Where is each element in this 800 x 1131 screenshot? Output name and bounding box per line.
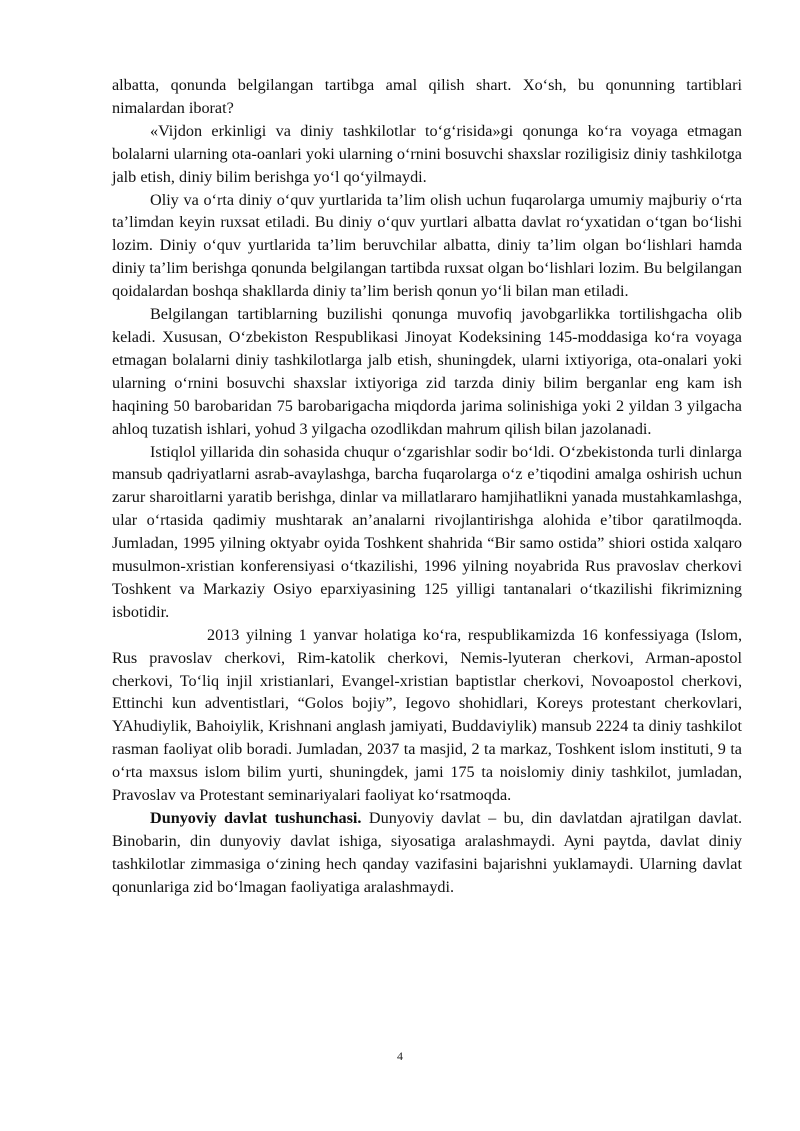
paragraph-confessions-statistics: 2013 yilning 1 yanvar holatiga ko‘ra, respublikamizda 16 konfessiyaga (Islom, Rus pravoslav cherkovi, Rim-katolik cherkovi, Nemis-lyuteran cherkovi, Arman-apostol cherkovi, To‘liq injil xristianlari, Evangel-xristian baptistlar cherkovi, Novoapostol cherkovi, Ettinchi kun adventistlari, “Golos bojiy”, Iegovo shohidlari, Koreys protestant cherkovlari, YAhudiylik, Bahoiylik, Krishnani anglash jamiyati, Buddaviylik) mansub 2224 ta diniy tashkilot rasman faoliyat olib boradi. Jumladan, 2037 ta masjid, 2 ta markaz, Toshkent islom instituti, 9 ta o‘rta maxsus islom bilim yurti, shuningdek, jami 175 ta noislomiy diniy tashkilot, jumladan, Pravoslav va Protestant seminariyalari faoliyat ko‘rsatmoqda. [112,625,742,805]
paragraph-religious-education: Oliy va o‘rta diniy o‘quv yurtlarida ta’lim olish uchun fuqarolarga umumiy majburiy o‘rta ta’limdan keyin ruxsat etiladi. Bu diniy o‘quv yurtlari albatta davlat ro‘yxatidan o‘tgan bo‘lishi lozim. Diniy o‘quv yurtlarida ta’lim beruvchilar albatta, diniy ta’lim olgan bo‘lishlari hamda diniy ta’lim berishga qonunda belgilangan tartibda ruxsat olgan bo‘lishlari lozim. Bu belgilangan qoidalardan boshqa shakllarda diniy ta’lim berish qonun yo‘li bilan man etiladi. [112,190,742,301]
section-heading-secular-state: Dunyoviy davlat tushunchasi. [150,809,362,827]
paragraph-independence-years: Istiqlol yillarida din sohasida chuqur o‘zgarishlar sodir bo‘ldi. O‘zbekistonda turli dinlarga mansub qadriyatlarni asrab-avaylashga, barcha fuqarolarga o‘z e’tiqodini amalga oshirish uchun zarur sharoitlarni yaratib berishga, dinlar va millatlararo hamjihatlikni yanada mustahkamlashga, ular o‘rtasida qadimiy mushtarak an’analarni rivojlantirishga alohida e’tibor qaratilmoqda. Jumladan, 1995 yilning oktyabr oyida Toshkent shahrida “Bir samo ostida” shiori ostida xalqaro musulmon-xristian konferensiyasi o‘tkazilishi, 1996 yilning noyabrida Rus pravoslav cherkovi Toshkent va Markaziy Osiyo eparxiyasining 125 yilligi tantanalari o‘tkazilishi fikrimizning isbotidir. [112,442,742,621]
document-page [112,74,742,899]
paragraph-criminal-liability: Belgilangan tartiblarning buzilishi qonunga muvofiq javobgarlikka tortilishgacha olib keladi. Xususan, O‘zbekiston Respublikasi Jinoyat Kodeksining 145-moddasiga ko‘ra voyaga etmagan bolalarni diniy tashkilotlarga jalb etish, shuningdek, ularni ixtiyoriga, ota-onalari yoki ularning o‘rnini bosuvchi shaxslar ixtiyoriga zid tarzda diniy bilim berganlar eng kam ish haqining 50 barobaridan 75 barobarigacha miqdorda jarima solinishiga yoki 2 yildan 3 yilgacha ahloq tuzatish ishlari, yohud 3 yilgacha ozodlikdan mahrum qilish bilan jazolanadi. [112,305,742,438]
paragraph-secular-state [112,807,742,899]
section-text-secular-state: Dunyoviy davlat – bu, din davlatdan ajratilgan davlat. Binobarin, din dunyoviy davlat ishiga, siyosatiga aralashmaydi. Ayni paytda, davlat diniy tashkilotlar zimmasiga o‘zining hech qanday vazifasini bajarishni yuklamaydi. Ularning davlat qonunlariga zid bo‘lmagan faoliyatiga aralashmaydi. [112,809,742,896]
paragraph-conscience-law: «Vijdon erkinligi va diniy tashkilotlar to‘g‘risida»gi qonunga ko‘ra voyaga etmagan bolalarni ularning ota-oanlari yoki ularning o‘rnini bosuvchi shaxslar roziligisiz diniy tashkilotga jalb etish, diniy bilim berishga yo‘l qo‘yilmaydi. [112,121,742,186]
paragraph-continuation: albatta, qonunda belgilangan tartibga amal qilish shart. Xo‘sh, bu qonunning tartiblari nimalardan iborat? [112,76,742,117]
page-number: 4 [397,1049,403,1063]
